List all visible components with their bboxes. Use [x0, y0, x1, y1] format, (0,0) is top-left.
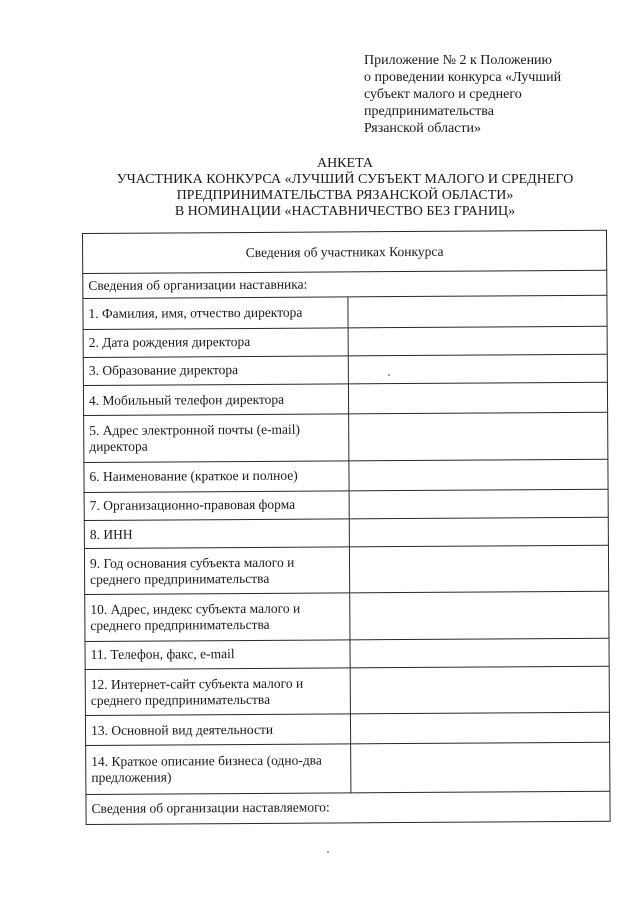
appendix-line: субъект малого и среднего — [364, 87, 522, 102]
row-value-field[interactable] — [348, 296, 607, 328]
questionnaire-table — [82, 230, 611, 825]
row-label: 11. Телефон, факс, e-mail — [85, 640, 350, 670]
row-label: 3. Образование директора — [83, 356, 348, 386]
section-mentor: Сведения об организации наставника: — [83, 271, 607, 299]
row-value-field[interactable] — [350, 638, 609, 668]
row-label: 14. Краткое описание бизнеса (одно-два предложения) — [86, 744, 351, 794]
row-value-field[interactable] — [348, 354, 607, 384]
title-line: АНКЕТА — [316, 156, 374, 171]
row-value-field[interactable] — [348, 326, 607, 356]
row-value-field[interactable] — [350, 713, 609, 745]
appendix-line: Приложение № 2 к Положению — [364, 53, 553, 68]
row-value-field[interactable] — [349, 412, 608, 460]
section-mentee: Сведения об организации наставляемого: — [86, 791, 610, 824]
document-title — [60, 156, 630, 220]
scan-speck — [327, 851, 329, 853]
row-label: 7. Организационно-правовая форма — [84, 491, 349, 521]
title-line: ПРЕДПРИНИМАТЕЛЬСТВА РЯЗАНСКОЙ ОБЛАСТИ» — [176, 188, 514, 203]
appendix-note — [364, 52, 626, 137]
row-label: 6. Наименование (краткое и полное) — [84, 460, 349, 492]
appendix-line: о проведении конкурса «Лучший — [364, 70, 562, 85]
row-value-field[interactable] — [351, 743, 610, 793]
row-label: 2. Дата рождения директора — [83, 328, 348, 358]
appendix-line: предпринимательства — [364, 104, 494, 119]
row-value-field[interactable] — [349, 459, 608, 491]
row-label: 4. Мобильный телефон директора — [83, 384, 348, 416]
row-value-field[interactable] — [350, 666, 609, 714]
row-value-field[interactable] — [349, 545, 608, 593]
scan-speck — [388, 374, 390, 376]
row-label: 9. Год основания субъекта малого и среднего предпринимательства — [84, 547, 349, 595]
title-line: В НОМИНАЦИИ «НАСТАВНИЧЕСТВО БЕЗ ГРАНИЦ» — [174, 204, 516, 219]
appendix-line: Рязанской области» — [364, 121, 482, 136]
title-line: УЧАСТНИКА КОНКУРСА «ЛУЧШИЙ СУБЪЕКТ МАЛОГО И СРЕДНЕГО — [116, 172, 574, 187]
row-value-field[interactable] — [350, 592, 609, 640]
row-label: 1. Фамилия, имя, отчество директора — [83, 297, 348, 329]
row-label: 13. Основной вид деятельности — [85, 714, 350, 746]
table-header: Сведения об участниках Конкурса — [83, 230, 607, 273]
row-label: 12. Интернет-сайт субъекта малого и среднего предпринимательства — [85, 668, 350, 716]
row-label: 8. ИНН — [84, 519, 349, 549]
row-value-field[interactable] — [348, 382, 607, 414]
row-value-field[interactable] — [349, 489, 608, 519]
row-label: 10. Адрес, индекс субъекта малого и среднего предпринимательства — [85, 593, 350, 641]
row-label: 5. Адрес электронной почты (e-mail) директора — [84, 414, 349, 462]
row-value-field[interactable] — [349, 517, 608, 547]
